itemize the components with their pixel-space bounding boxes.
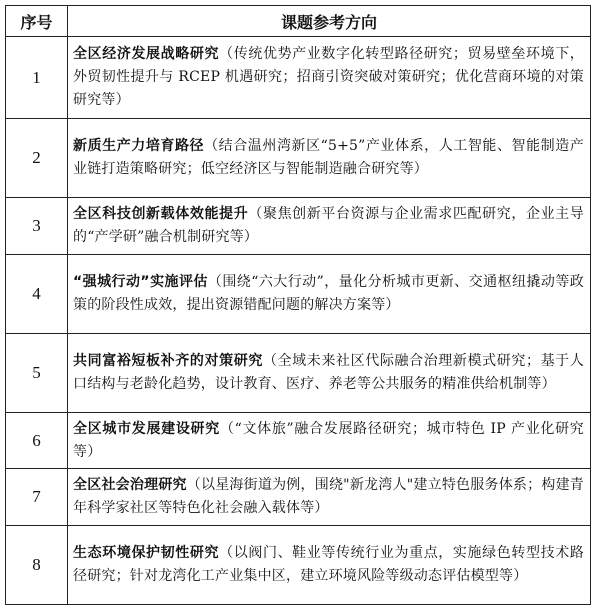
row-index: 5 bbox=[6, 333, 68, 412]
table-row bbox=[6, 412, 591, 469]
row-title: 全区城市发展建设研究 bbox=[73, 420, 220, 437]
table-row bbox=[6, 119, 591, 198]
research-topics-table-container bbox=[5, 5, 590, 605]
row-content bbox=[68, 37, 591, 119]
row-index: 7 bbox=[6, 469, 68, 526]
table-row bbox=[6, 254, 591, 333]
row-index: 4 bbox=[6, 254, 68, 333]
row-content bbox=[68, 469, 591, 526]
table-header-row bbox=[6, 6, 591, 37]
row-index: 8 bbox=[6, 526, 68, 605]
table-row bbox=[6, 333, 591, 412]
row-detail: （传统优势产业数字化转型路径研究；贸易壁垒环境下，外贸韧性提升与 RCEP 机遇研究；招商引资突破对策研究；优化营商环境的对策研究等） bbox=[73, 46, 585, 109]
row-content bbox=[68, 119, 591, 198]
row-title: “强城行动”实施评估 bbox=[73, 273, 208, 290]
row-title: 全区科技创新载体效能提升 bbox=[73, 206, 249, 222]
header-index: 序号 bbox=[6, 6, 68, 37]
row-title: 共同富裕短板补齐的对策研究 bbox=[73, 352, 263, 369]
row-content bbox=[68, 333, 591, 412]
row-detail: （围绕“六大行动”，量化分析城市更新、交通枢纽撬动等政策的阶段性成效，提出资源错配问题的解决方案等） bbox=[73, 273, 584, 313]
row-title: 全区社会治理研究 bbox=[73, 477, 187, 494]
row-detail: （聚焦创新平台资源与企业需求匹配研究，企业主导的“产学研”融合机制研究等） bbox=[73, 206, 584, 245]
row-index: 2 bbox=[6, 119, 68, 198]
table-row bbox=[6, 198, 591, 255]
row-index: 3 bbox=[6, 198, 68, 255]
row-detail: （以阀门、鞋业等传统行业为重点，实施绿色转型技术路径研究；针对龙湾化工产业集中区，建立环境风险等级动态评估模型等） bbox=[73, 545, 585, 585]
table-row bbox=[6, 37, 591, 119]
row-detail: （结合温州湾新区“5+5”产业体系，人工智能、智能制造产业链打造策略研究；低空经济区与智能制造融合研究等） bbox=[73, 138, 584, 178]
row-detail: （“文体旅”融合发展路径研究；城市特色 IP 产业化研究等） bbox=[73, 420, 585, 460]
table-row bbox=[6, 469, 591, 526]
research-topics-table bbox=[5, 5, 591, 605]
row-content bbox=[68, 526, 591, 605]
row-index: 1 bbox=[6, 37, 68, 119]
row-title: 全区经济发展战略研究 bbox=[73, 46, 220, 63]
row-content bbox=[68, 254, 591, 333]
row-content bbox=[68, 198, 591, 255]
row-detail: （全域未来社区代际融合治理新模式研究；基于人口结构与老龄化趋势，设计教育、医疗、养老等公共服务的精准供给机制等） bbox=[73, 352, 584, 392]
row-content bbox=[68, 412, 591, 469]
row-title: 新质生产力培育路径 bbox=[73, 138, 205, 155]
header-topic: 课题参考方向 bbox=[68, 6, 591, 37]
table-row bbox=[6, 526, 591, 605]
row-index: 6 bbox=[6, 412, 68, 469]
row-title: 生态环境保护韧性研究 bbox=[73, 545, 220, 562]
row-detail: （以星海街道为例，围绕"新龙湾人"建立特色服务体系；构建青年科学家社区等特色化社会融入载体等） bbox=[73, 477, 584, 517]
